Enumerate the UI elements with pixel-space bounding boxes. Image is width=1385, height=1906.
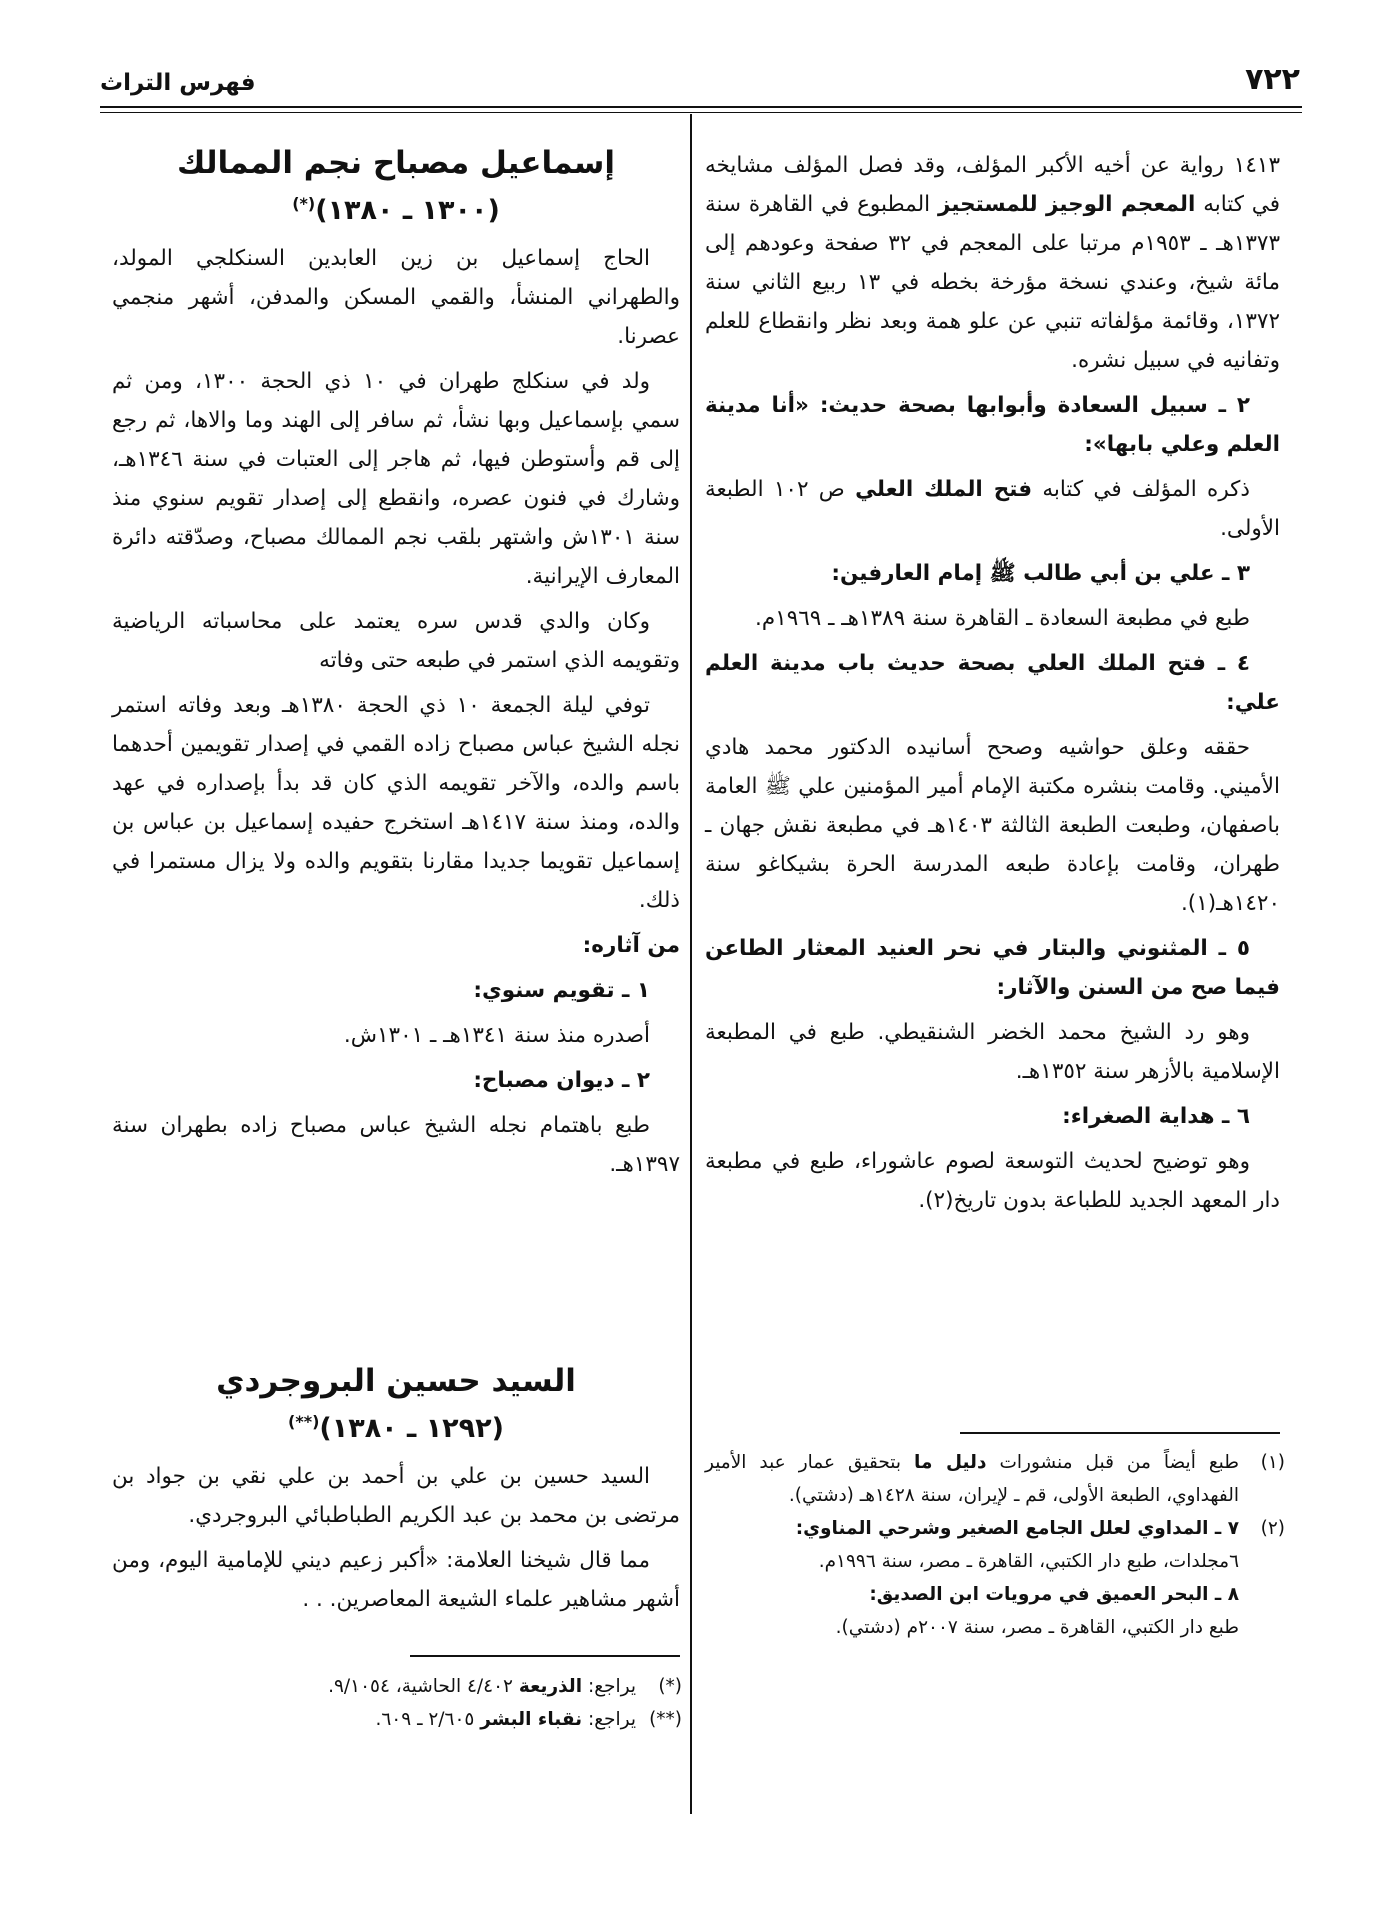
dates-text: (١٣٠٠ ـ ١٣٨٠) bbox=[315, 195, 500, 226]
paragraph bbox=[112, 602, 680, 680]
footnote-line bbox=[705, 1446, 1239, 1512]
footnote-rule-right bbox=[960, 1432, 1280, 1434]
footnote-line bbox=[705, 1578, 1239, 1611]
footnote-text bbox=[112, 1670, 636, 1703]
text-run: طبع دار الكتبي، القاهرة ـ مصر، سنة ٢٠٠٧م (دشتي). bbox=[835, 1617, 1239, 1638]
text-run: السيد حسين بن علي بن أحمد بن علي نقي بن جواد بن مرتضى بن محمد بن عبد الكريم الطباطبائي البروجردي. bbox=[112, 1464, 680, 1528]
text-run: ذكره المؤلف في كتابه bbox=[1032, 477, 1250, 502]
dates-text: (١٢٩٢ ـ ١٣٨٠) bbox=[319, 1413, 504, 1444]
entry-title: إسماعيل مصباح نجم الممالك bbox=[176, 145, 616, 181]
entry-dates bbox=[112, 1402, 680, 1449]
text-run: ٦مجلدات، طبع دار الكتبي، القاهرة ـ مصر، سنة ١٩٩٦م. bbox=[818, 1551, 1239, 1572]
text-run: ٤/٤٠٢ الحاشية، ٩/١٠٥٤. bbox=[328, 1676, 519, 1697]
text-run: الحاج إسماعيل بن زين العابدين السنكلجي المولد، والطهراني المنشأ، والقمي المسكن والمدفن، أشهر منجمي عصرنا. bbox=[112, 246, 680, 349]
paragraph bbox=[705, 146, 1280, 380]
footnote-marker: (*) bbox=[658, 1676, 682, 1697]
paragraph bbox=[112, 239, 680, 356]
bold-text: ٢ ـ سبيل السعادة وأبوابها بصحة حديث: «أنا مدينة العلم وعلي بابها»: bbox=[705, 393, 1280, 457]
bold-text: ٨ ـ البحر العميق في مرويات ابن الصديق: bbox=[869, 1584, 1239, 1605]
item-heading bbox=[112, 1061, 680, 1100]
right-column-body bbox=[705, 146, 1280, 1226]
item-heading bbox=[705, 386, 1280, 464]
footnote-line bbox=[112, 1670, 636, 1703]
entry-title: السيد حسين البروجردي bbox=[216, 1363, 576, 1399]
text-run: مما قال شيخنا العلامة: «أكبر زعيم ديني للإمامية اليوم، ومن أشهر مشاهير علماء الشيعة المعاصرين. . . bbox=[112, 1548, 680, 1612]
footnote bbox=[705, 1446, 1285, 1512]
footnote-line bbox=[705, 1512, 1239, 1545]
footnote-marker: (*) bbox=[292, 194, 316, 213]
paragraph bbox=[112, 686, 680, 920]
running-title: فهرس التراث bbox=[100, 70, 256, 96]
bold-text: المعجم الوجيز للمستجيز bbox=[937, 192, 1196, 217]
footnote bbox=[112, 1703, 682, 1736]
header-rule-thin bbox=[100, 112, 1302, 113]
footnote bbox=[112, 1670, 682, 1703]
text-run: وهو توضيح لحديث التوسعة لصوم عاشوراء، طبع في مطبعة دار المعهد الجديد للطباعة بدون تاريخ(٢). bbox=[705, 1149, 1280, 1213]
item-heading bbox=[112, 971, 680, 1010]
footnote-line bbox=[705, 1545, 1239, 1578]
footnote-marker: (١) bbox=[1260, 1452, 1285, 1473]
text-run: يراجع: bbox=[582, 1676, 636, 1697]
footnote bbox=[705, 1512, 1285, 1644]
footnote-text bbox=[705, 1512, 1239, 1644]
left-column-entry-2 bbox=[112, 1360, 680, 1625]
footnote-line bbox=[112, 1703, 636, 1736]
text-run: توفي ليلة الجمعة ١٠ ذي الحجة ١٣٨٠هـ وبعد وفاته استمر نجله الشيخ عباس مصباح زاده القمي في إصدار تقويمين أحدهما باسم والده، والآخر تقويمه الذي كان قد بدأ بإصداره في عهد والده، ومنذ سنة ١٤١٧هـ استخرج حفيده إسماعيل بن عباس بن إسماعيل تقويما جديدا مقارنا بتقويم والده ولا يزال مستمرا في ذلك. bbox=[112, 693, 680, 913]
page-number: ٧٢٢ bbox=[1245, 62, 1300, 97]
text-run: أصدره منذ سنة ١٣٤١هـ ـ ١٣٠١ش. bbox=[343, 1023, 650, 1048]
text-run: يراجع: bbox=[582, 1709, 636, 1730]
paragraph bbox=[705, 728, 1280, 923]
bold-text: ٥ ـ المثنوني والبتار في نحر العنيد المعثار الطاعن فيما صح من السنن والآثار: bbox=[705, 936, 1280, 1000]
bold-text: ٣ ـ علي بن أبي طالب ﷺ إمام العارفين: bbox=[831, 561, 1250, 586]
footnote-text bbox=[705, 1446, 1239, 1512]
left-column-entry-1 bbox=[112, 142, 680, 1190]
paragraph bbox=[705, 599, 1280, 638]
item-heading bbox=[705, 554, 1280, 593]
bold-text: ١ ـ تقويم سنوي: bbox=[473, 978, 650, 1003]
footnote-line bbox=[705, 1611, 1239, 1644]
left-footnotes bbox=[112, 1670, 682, 1736]
entry-body bbox=[112, 1457, 680, 1619]
text-run: ص ١٠٢ الطبعة الأولى. bbox=[705, 477, 1280, 541]
text-run: وهو رد الشيخ محمد الخضر الشنقيطي. طبع في المطبعة الإسلامية بالأزهر سنة ١٣٥٢هـ. bbox=[705, 1020, 1280, 1084]
entry-body bbox=[112, 239, 680, 1184]
text-run: ٢/٦٠٥ ـ ٦٠٩. bbox=[375, 1709, 481, 1730]
footnote-rule-left bbox=[410, 1655, 680, 1657]
footnote-marker: (٢) bbox=[1260, 1518, 1285, 1539]
paragraph bbox=[112, 1457, 680, 1535]
footnote-marker: (**) bbox=[649, 1709, 682, 1730]
item-heading bbox=[705, 644, 1280, 722]
text-run: طبع أيضاً من قبل منشورات bbox=[986, 1452, 1239, 1473]
paragraph bbox=[112, 1106, 680, 1184]
paragraph bbox=[705, 1142, 1280, 1220]
text-run: وكان والدي قدس سره يعتمد على محاسباته الرياضية وتقويمه الذي استمر في طبعه حتى وفاته bbox=[112, 609, 680, 673]
text-run: طبع في مطبعة السعادة ـ القاهرة سنة ١٣٨٩هـ ـ ١٩٦٩م. bbox=[754, 606, 1250, 631]
text-run: حققه وعلق حواشيه وصحح أسانيده الدكتور محمد هادي الأميني. وقامت بنشره مكتبة الإمام أمير المؤمنين علي ﷺ العامة باصفهان، وطبعت الطبعة الثالثة ١٤٠٣هـ في مطبعة نقش جهان ـ طهران، وقامت بإعادة طبعه المدرسة الحرة بشيكاغو سنة ١٤٢٠هـ(١). bbox=[705, 735, 1280, 916]
text-run: المطبوع في القاهرة سنة ١٣٧٣هـ ـ ١٩٥٣م مرتبا على المعجم في ٣٢ صفحة وعودهم إلى مائة شيخ، وعندي نسخة مؤرخة بخطه في ١٣ ربيع الثاني سنة ١٣٧٢، وقائمة مؤلفاته تنبي عن علو همة وبعد نظر وانقطاع للعلم وتفانيه في سبيل نشره. bbox=[705, 192, 1281, 373]
item-heading bbox=[112, 926, 680, 965]
bold-text: ٦ ـ هداية الصغراء: bbox=[1062, 1104, 1250, 1129]
bold-text: ٢ ـ ديوان مصباح: bbox=[473, 1068, 650, 1093]
paragraph bbox=[112, 362, 680, 596]
bold-text: الذريعة bbox=[518, 1676, 583, 1697]
paragraph bbox=[112, 1541, 680, 1619]
bold-text: فتح الملك العلي bbox=[855, 477, 1033, 502]
right-footnotes bbox=[705, 1446, 1285, 1644]
bold-text: دليل ما bbox=[914, 1452, 987, 1473]
bold-text: ٤ ـ فتح الملك العلي بصحة حديث باب مدينة العلم علي: bbox=[705, 651, 1280, 715]
paragraph bbox=[112, 1016, 680, 1055]
footnote-text bbox=[112, 1703, 636, 1736]
header-rule bbox=[100, 106, 1302, 108]
item-heading bbox=[705, 1097, 1280, 1136]
item-heading bbox=[705, 929, 1280, 1007]
entry-dates bbox=[112, 184, 680, 231]
text-run: بتحقيق عمار عبد الأمير الفهداوي، الطبعة الأولى، قم ـ لإيران، سنة ١٤٢٨هـ (دشتي). bbox=[705, 1452, 1239, 1506]
text-run: ١٤١٣ رواية عن أخيه الأكبر المؤلف، وقد فصل المؤلف مشايخه في كتابه bbox=[705, 153, 1280, 217]
bold-text: من آثاره: bbox=[582, 933, 680, 958]
text-run: طبع باهتمام نجله الشيخ عباس مصباح زاده بطهران سنة ١٣٩٧هـ. bbox=[112, 1113, 680, 1177]
paragraph bbox=[705, 470, 1280, 548]
bold-text: ٧ ـ المداوي لعلل الجامع الصغير وشرحي المناوي: bbox=[795, 1518, 1239, 1539]
bold-text: نقباء البشر bbox=[480, 1709, 583, 1730]
paragraph bbox=[705, 1013, 1280, 1091]
column-divider bbox=[690, 114, 692, 1814]
footnote-marker: (**) bbox=[288, 1412, 320, 1431]
text-run: ولد في سنكلج طهران في ١٠ ذي الحجة ١٣٠٠، ومن ثم سمي بإسماعيل وبها نشأ، ثم سافر إلى الهند وما والاها، ثم رجع إلى قم وأستوطن فيها، ثم هاجر إلى العتبات في سنة ١٣٤٦هـ، وشارك في فنون عصره، وانقطع إلى إصدار تقويم سنوي منذ سنة ١٣٠١ش واشتهر بلقب نجم الممالك مصباح، وصدّقته دائرة المعارف الإيرانية. bbox=[112, 369, 680, 589]
